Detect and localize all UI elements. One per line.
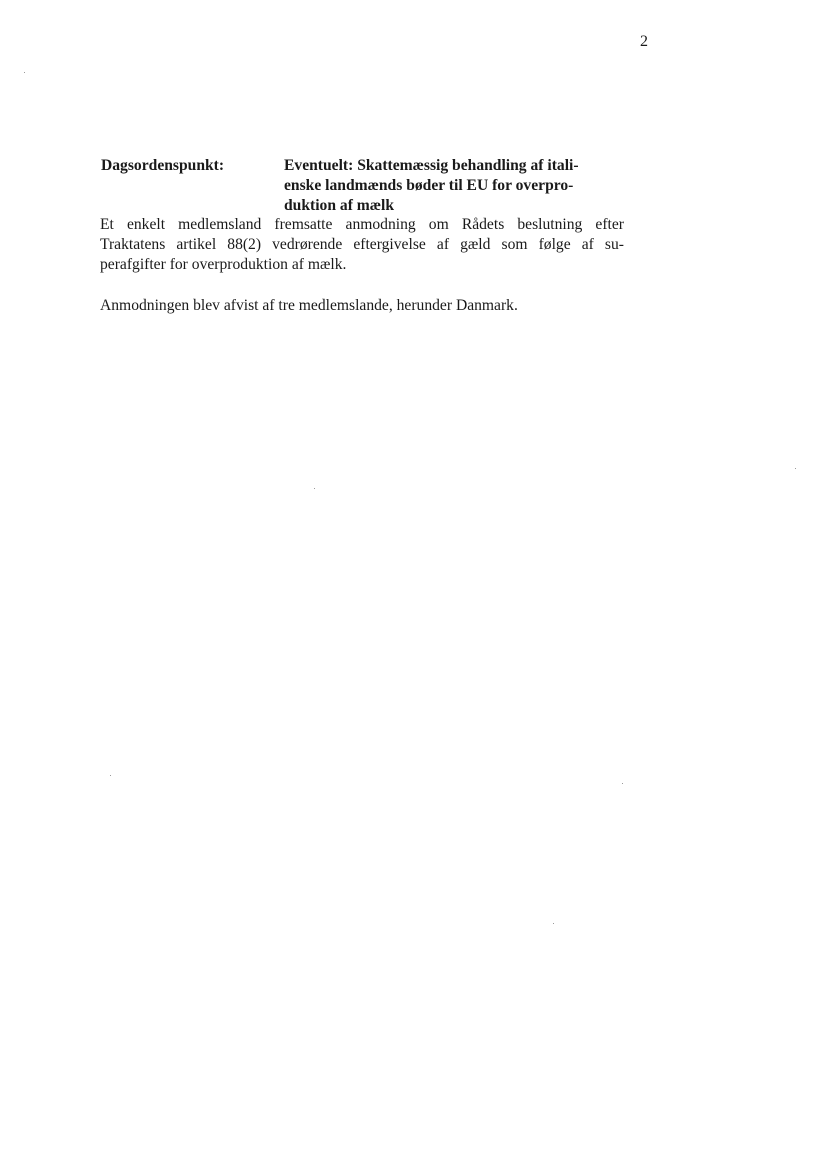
paragraph-line: Traktatens artikel 88(2) vedrørende eftergivelse af gæld som følge af su- — [100, 236, 624, 253]
paragraph-request — [100, 215, 624, 275]
page-number: 2 — [640, 33, 648, 50]
scan-speck — [795, 468, 796, 469]
agenda-title-line: duktion af mælk — [284, 197, 395, 214]
paragraph-line: Et enkelt medlemsland fremsatte anmodning om Rådets beslutning efter — [100, 216, 624, 233]
paragraph-rejection: Anmodningen blev afvist af tre medlemslande, herunder Danmark. — [100, 297, 518, 314]
agenda-label: Dagsordenspunkt: — [101, 157, 225, 174]
scan-speck — [24, 72, 25, 73]
scan-speck — [553, 923, 554, 924]
agenda-title-line: Eventuelt: Skattemæssig behandling af itali- — [284, 157, 579, 174]
scan-speck — [314, 488, 315, 489]
scan-speck — [622, 783, 623, 784]
agenda-title — [284, 156, 640, 216]
agenda-title-line: enske landmænds bøder til EU for overpro- — [284, 177, 574, 194]
scan-speck — [110, 775, 111, 776]
paragraph-line: perafgifter for overproduktion af mælk. — [100, 256, 347, 273]
